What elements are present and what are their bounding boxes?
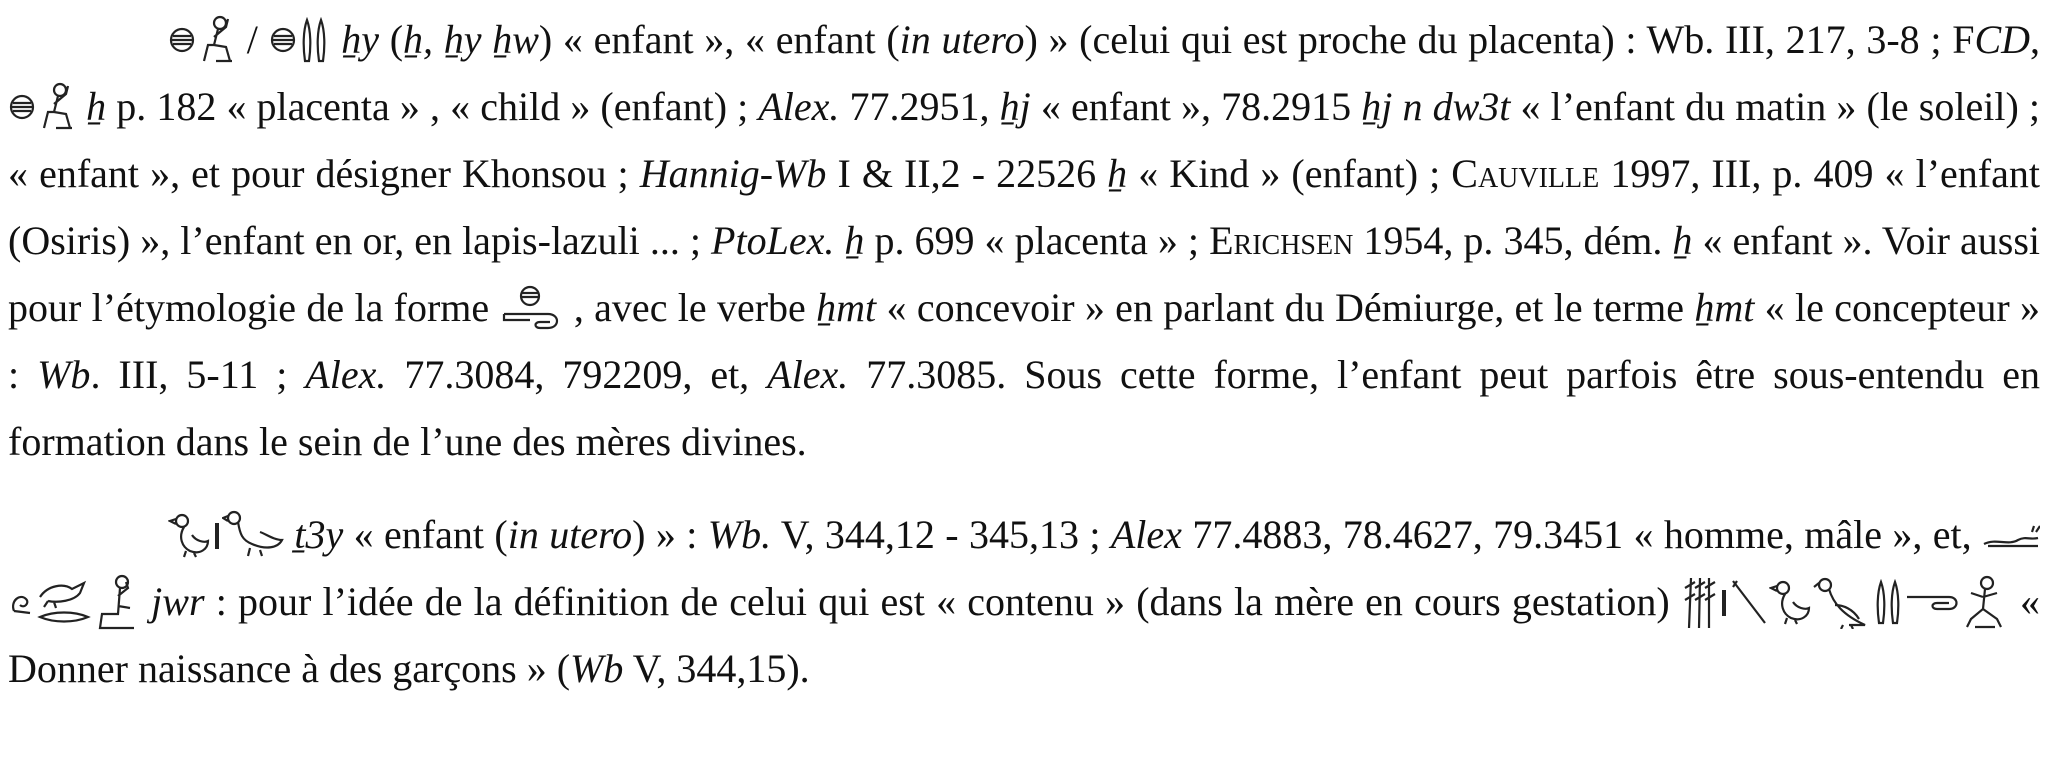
- text-run: V, 344,15).: [623, 646, 810, 691]
- italic-term: ẖ: [844, 218, 865, 263]
- italic-term: Wb.: [707, 512, 772, 557]
- text-run: V, 344,12 - 345,13 ;: [771, 512, 1111, 557]
- text-run: ,: [2030, 17, 2041, 62]
- text-run: p. 699 « placenta » ;: [864, 218, 1210, 263]
- text-run: « enfant ». Voir aussi pour l’étymologie de la forme: [8, 218, 2041, 330]
- swallow-over-mouth-icon: [34, 577, 94, 627]
- text-run: p. 182 « placenta » , « child » (enfant) ;: [106, 84, 759, 129]
- text-run: « le concepteur » :: [8, 285, 2040, 397]
- text-run: ) » :: [632, 512, 708, 557]
- text-run: /: [236, 17, 269, 62]
- italic-term: ẖ, ẖy ẖw: [403, 17, 539, 62]
- duckling-icon: [168, 511, 212, 559]
- author-name: Erichsen: [1209, 218, 1354, 263]
- italic-term: Hannig-Wb: [639, 151, 827, 196]
- italic-term: Wb: [570, 646, 624, 691]
- reed-leaves-icon: [297, 17, 331, 63]
- text-run: « Donner naissance à des garçons » (: [8, 579, 2040, 691]
- placenta-sign-icon: [168, 25, 196, 55]
- placenta-sign-icon: [269, 25, 297, 55]
- placenta-sign-icon: [8, 92, 36, 122]
- text-run: I & II,2 - 22526: [826, 151, 1108, 196]
- italic-term: ẖ: [1107, 151, 1128, 196]
- reed-leaves-icon: [1871, 579, 1905, 625]
- horned-viper-icon: [1982, 520, 2040, 550]
- forearm-icon: [1905, 587, 1961, 617]
- stroke-icon: [1719, 582, 1729, 622]
- italic-term: in utero: [507, 512, 633, 557]
- text-run: [76, 84, 86, 129]
- birthing-woman-icon: [1961, 575, 2009, 629]
- text-run: . III, 5-11 ;: [90, 352, 306, 397]
- italic-term: ẖy: [341, 17, 380, 62]
- italic-term: CD: [1974, 17, 2031, 62]
- text-run: « concevoir » en parlant du Démiurge, et le terme: [876, 285, 1695, 330]
- italic-term: in utero: [899, 17, 1025, 62]
- italic-term: ẖj n dw3t: [1361, 84, 1511, 129]
- italic-term: ẖmt: [816, 285, 877, 330]
- author-name: Cauville: [1451, 151, 1600, 196]
- italic-term: ẖ: [1672, 218, 1693, 263]
- text-run: 77.3084, 792209, et,: [386, 352, 768, 397]
- duckling-icon: [1769, 578, 1813, 626]
- italic-term: ẖmt: [1694, 285, 1755, 330]
- text-run: « Kind » (enfant) ;: [1127, 151, 1452, 196]
- placenta-over-belly-icon: [500, 284, 564, 332]
- text-run: ) » (celui qui est proche du placenta) : Wb. III, 217, 3-8 ; F: [1024, 17, 1975, 62]
- paragraph-khy-entry: [8, 6, 2040, 475]
- seated-child-icon: [36, 82, 76, 132]
- italic-term: Alex: [1110, 512, 1182, 557]
- text-run: [140, 579, 151, 624]
- text-run: [331, 17, 342, 62]
- text-run: 77.4883, 78.4627, 79.3451 « homme, mâle », et,: [1181, 512, 1983, 557]
- text-run: : pour l’idée de la définition de celui qui est « contenu » (dans la mère en cours gestation): [204, 579, 1681, 624]
- text-run: , avec le verbe: [563, 285, 817, 330]
- text-run: « enfant », 78.2915: [1030, 84, 1362, 129]
- reed-bundle-icon: [1681, 574, 1719, 630]
- text-run: 77.3085. Sous cette forme, l’enfant peut parfois être sous-entendu en formation dans le sein de l’une des mères divines.: [8, 352, 2040, 464]
- italic-term: Wb: [37, 352, 91, 397]
- italic-term: ẖj: [999, 84, 1031, 129]
- paragraph-t3y-entry: [8, 501, 2040, 702]
- man-with-hand-to-mouth-icon: [94, 574, 140, 630]
- document-page: [8, 6, 2040, 702]
- italic-term: Alex.: [758, 84, 840, 129]
- text-run: 1997, III, p. 409 « l’enfant (Osiris) », l’enfant en or, en lapis-lazuli ... ;: [8, 151, 2040, 263]
- text-run: [834, 218, 844, 263]
- text-run: [284, 512, 294, 557]
- italic-term: jwr: [151, 579, 205, 624]
- italic-term: Alex.: [305, 352, 387, 397]
- text-run: ) « enfant », « enfant (: [538, 17, 900, 62]
- text-run: 1954, p. 345, dém.: [1353, 218, 1673, 263]
- italic-term: ṯ3y: [294, 512, 344, 557]
- rope-loop-icon: [8, 587, 34, 617]
- italic-term: ẖ: [86, 84, 107, 129]
- italic-term: Alex.: [767, 352, 849, 397]
- seated-child-icon: [196, 15, 236, 65]
- text-run: 77.2951,: [839, 84, 1000, 129]
- stroke-icon: [212, 515, 222, 555]
- text-run: « l’enfant du matin » (le soleil) ; « enfant », et pour désigner Khonsou ;: [8, 84, 2040, 196]
- italic-term: PtoLex.: [711, 218, 835, 263]
- arm-icon: [1729, 577, 1769, 627]
- text-run: (: [379, 17, 404, 62]
- duck-icon: [222, 510, 284, 560]
- vulture-icon: [1813, 575, 1871, 629]
- text-run: « enfant (: [343, 512, 508, 557]
